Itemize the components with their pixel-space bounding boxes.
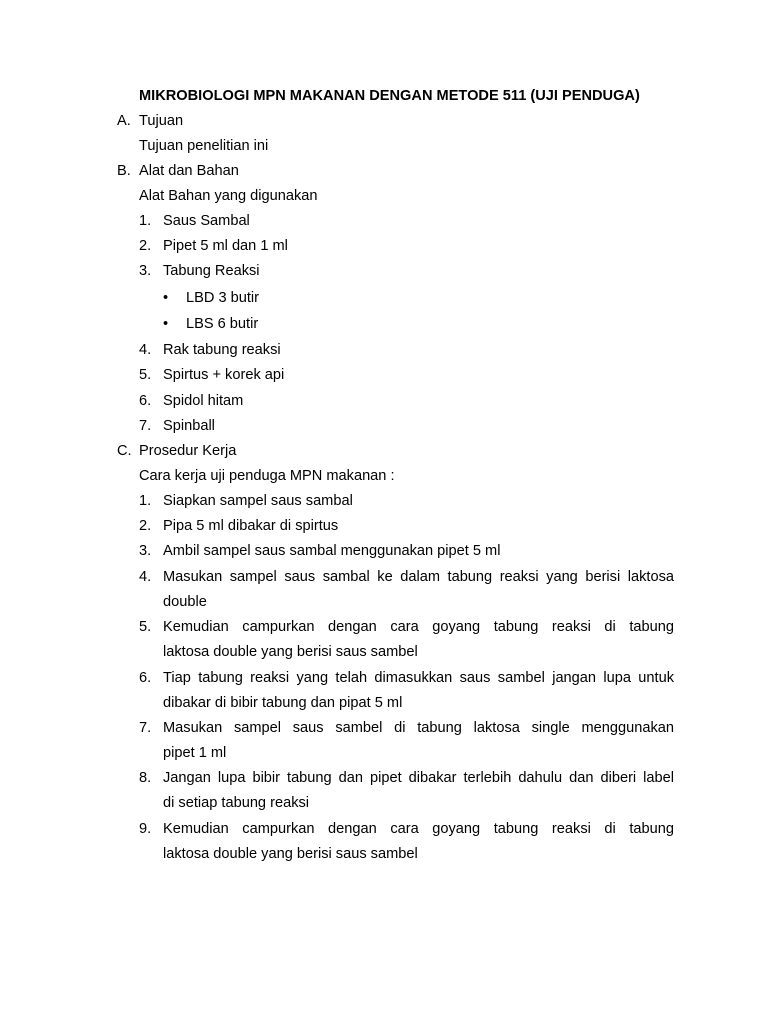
step-text: Ambil sampel saus sambal menggunakan pipet 5 ml [163,543,501,559]
step-number: 4. [139,569,152,585]
step-text-continued: laktosa double yang berisi saus sambel [163,846,418,862]
section-c-letter: C. [117,443,132,459]
step-number: 6. [139,670,152,686]
tool-number: 5. [139,367,152,383]
step-number: 1. [139,493,152,509]
step-number: 5. [139,619,152,635]
tool-item: Tabung Reaksi [163,263,260,279]
step-number: 7. [139,720,152,736]
tool-number: 7. [139,418,152,434]
step-text-continued: laktosa double yang berisi saus sambel [163,644,418,660]
section-a-title: Tujuan [139,113,184,129]
step-text-continued: dibakar di bibir tabung dan pipat 5 ml [163,695,403,711]
step-number: 9. [139,821,152,837]
section-c-subtitle: Cara kerja uji penduga MPN makanan : [139,468,395,484]
step-text: Pipa 5 ml dibakar di spirtus [163,518,339,534]
section-a-letter: A. [117,113,131,129]
step-text: Masukan sampel saus sambel di tabung laktosa single menggunakan [163,720,674,736]
tube-bullet-item: LBS 6 butir [186,316,259,332]
step-text: Kemudian campurkan dengan cara goyang tabung reaksi di tabung [163,821,674,837]
step-text: Masukan sampel saus sambal ke dalam tabung reaksi yang berisi laktosa [163,569,674,585]
section-c-title: Prosedur Kerja [139,443,237,459]
step-text: Tiap tabung reaksi yang telah dimasukkan saus sambel jangan lupa untuk [163,670,674,686]
section-b-title: Alat dan Bahan [139,163,239,179]
tool-number: 6. [139,393,152,409]
step-text-continued: pipet 1 ml [163,745,227,761]
tool-item: Spidol hitam [163,393,244,409]
tool-item: Rak tabung reaksi [163,342,281,358]
tool-number: 2. [139,238,152,254]
tube-bullet-item: LBD 3 butir [186,290,260,306]
step-text-continued: double [163,594,207,610]
tool-number: 3. [139,263,152,279]
step-text-continued: di setiap tabung reaksi [163,795,310,811]
step-text: Jangan lupa bibir tabung dan pipet dibakar terlebih dahulu dan diberi label [163,770,674,786]
tool-item: Saus Sambal [163,213,250,229]
step-number: 3. [139,543,152,559]
step-text: Siapkan sampel saus sambal [163,493,353,509]
section-b-letter: B. [117,163,131,179]
tool-item: Pipet 5 ml dan 1 ml [163,238,288,254]
bullet-icon: • [163,290,169,306]
tool-number: 4. [139,342,152,358]
document-title: MIKROBIOLOGI MPN MAKANAN DENGAN METODE 511 (UJI PENDUGA) [139,88,640,104]
section-b-subtitle: Alat Bahan yang digunakan [139,188,318,204]
tool-item: Spirtus + korek api [163,367,285,383]
section-a-subtitle: Tujuan penelitian ini [139,138,269,154]
step-text: Kemudian campurkan dengan cara goyang tabung reaksi di tabung [163,619,674,635]
tool-item: Spinball [163,418,215,434]
bullet-icon: • [163,316,169,332]
step-number: 2. [139,518,152,534]
tool-number: 1. [139,213,152,229]
step-number: 8. [139,770,152,786]
